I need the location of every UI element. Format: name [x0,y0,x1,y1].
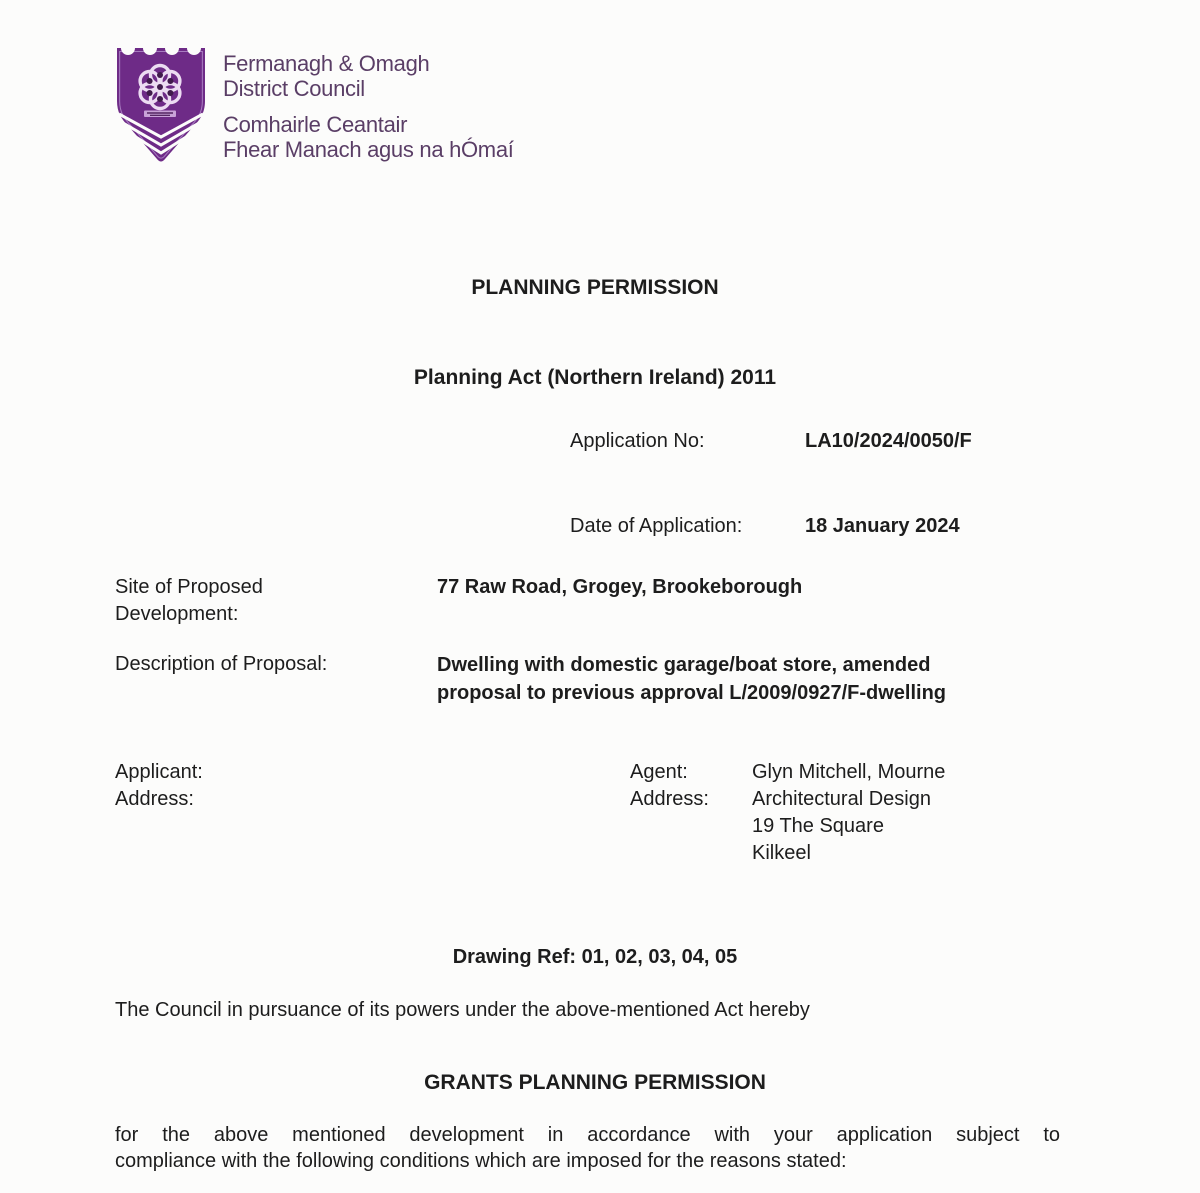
council-name-en-line2: District Council [223,76,365,101]
council-name-ga-line1: Comhairle Ceantair [223,112,408,137]
date-of-application-value: 18 January 2024 [805,515,960,537]
closing-line2: compliance with the following conditions which are imposed for the reasons stated: [115,1150,847,1172]
council-name-en-line1: Fermanagh & Omagh [223,51,430,76]
site-of-development-label: Site of Proposed Development: [115,576,263,625]
agent-value-line1: Glyn Mitchell, Mourne [752,761,946,783]
council-crest-icon [115,47,207,168]
agent-address-label: Address: [630,788,709,810]
application-no-label: Application No: [570,430,705,452]
grants-heading: GRANTS PLANNING PERMISSION [424,1071,766,1094]
date-of-application-label: Date of Application: [570,515,743,537]
council-wordmark [223,51,514,168]
applicant-label: Applicant: [115,761,203,783]
agent-value-line3: 19 The Square [752,815,884,837]
description-value-line2: proposal to previous approval L/2009/0927/F-dwelling [437,682,947,704]
description-of-proposal-value [437,651,1047,707]
act-subtitle: Planning Act (Northern Ireland) 2011 [413,366,777,389]
agent-label: Agent: [630,761,688,783]
agent-labels [630,759,709,813]
closing-paragraph [115,1122,1060,1174]
document-title: PLANNING PERMISSION [471,276,719,299]
applicant-address-label: Address: [115,788,194,810]
site-of-development-value: 77 Raw Road, Grogey, Brookeborough [437,576,803,598]
description-of-proposal-label: Description of Proposal: [115,653,328,675]
council-statement: The Council in pursuance of its powers under the above-mentioned Act hereby [115,999,810,1021]
agent-value-line2: Architectural Design [752,788,931,810]
description-value-line1: Dwelling with domestic garage/boat store, amended [437,654,931,676]
application-no-value: LA10/2024/0050/F [805,430,972,452]
agent-values [752,759,945,867]
closing-line1: for the above mentioned development in accordance with your application subject to [115,1124,1060,1146]
agent-value-line4: Kilkeel [752,842,811,864]
council-logo [115,47,514,168]
council-name-ga-line2: Fhear Manach agus na hÓmaí [223,137,514,162]
applicant-block [115,759,203,813]
drawing-ref: Drawing Ref: 01, 02, 03, 04, 05 [452,946,738,968]
